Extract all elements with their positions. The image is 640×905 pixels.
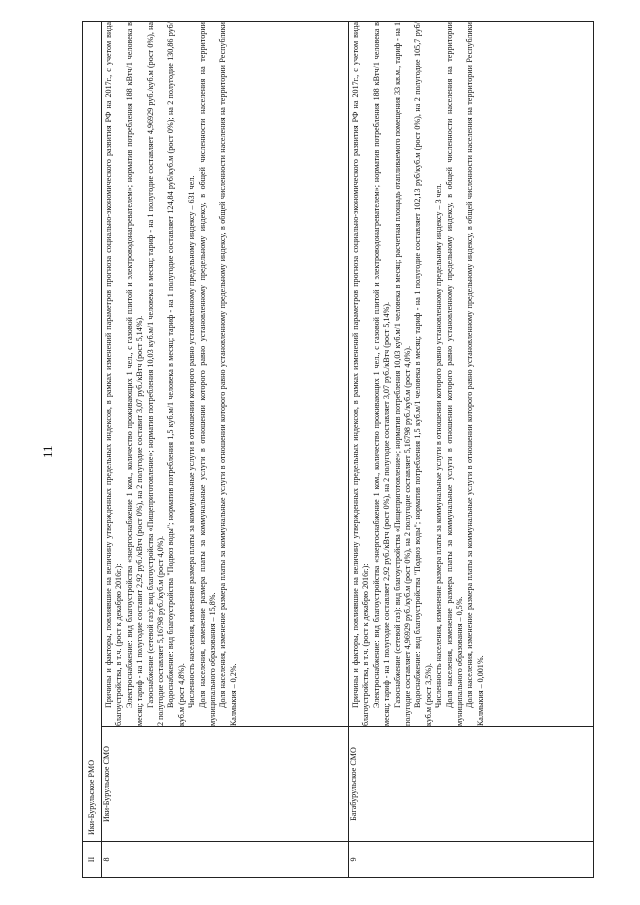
row-description xyxy=(349,21,594,726)
paragraph: Электроснабжение: вид благоустройства «энергоснабжение 1 ком., количество проживающих 1 чел., с газовой плитой и электроводонагревателем»; норматив потребления 188 кВтч/1 человека в месяц; тариф - на 1 полугодие составит 2,92 руб./кВтч (рост 0%), на 2 полугодие составит 3,07 руб./кВтч (рост 5,14%). xyxy=(124,21,145,726)
paragraph: Причины и факторы, повлиявшие на величину утвержденных предельных индексов, в рамках изменений параметров прогноза социально-экономического развития РФ на 2017г., с учетом вида благоустройства, в т.ч. (рост к декабрю 2016г.): xyxy=(104,21,124,726)
row-number: 8 xyxy=(102,842,349,878)
municipality-name: Багабурульское СМО xyxy=(349,727,594,842)
header-row xyxy=(83,21,102,877)
paragraph: Водоснабжение: вид благоустройства "Подвоз воды"; норматив потребления 1,5 куб.м/1 человека в месяц; тариф - на 1 полугодие составляет 124,84 руб/куб.м (рост 0%); на 2 полугодие 130,86 руб/куб.м (рост 4,8%). xyxy=(166,21,186,726)
paragraph: Доля населения, изменение размера платы за коммунальные услуги в отношении которого равно установленному предельному индексу, в общей численности населения на территории муниципального образования – 0,5%. xyxy=(444,21,465,726)
paragraph: Доля населения, изменение размера платы за коммунальные услуги в отношении которого равно установленному предельному индексу, в общей численности населения на территории Республики Калмыкия – 0,2%. xyxy=(218,21,238,726)
row-description xyxy=(102,21,349,726)
paragraph: Доля населения, изменение размера платы за коммунальные услуги в отношении которого равно установленному предельному индексу, в общей численности населения на территории Республики Калмыкия – 0,001%. xyxy=(465,21,485,726)
page-number: 11 xyxy=(40,445,55,458)
paragraph: Водоснабжение: вид благоустройства "Подвоз воды"; норматив потребления 1,5 куб.м/1 человека в месяц; тариф - на 1 полугодие составляет 102,13 руб/куб.м (рост 0%), на 2 полугодие 105,7 руб/куб.м (рост 3,5%). xyxy=(413,21,433,726)
district-name: Ики-Бурульское РМО xyxy=(83,21,102,841)
paragraph: Газоснабжение (сетевой газ): вид благоустройства «Пищеприготовление»; норматив потребления 10,03 куб.м/1 человека в месяц; тариф - на 1 полугодие составляет 4,96929 руб./куб.м (рост 0%), на 2 полугодие составляет 5,16798 руб./куб.м (рост 4,0%). xyxy=(145,21,166,726)
paragraph: Доля населения, изменение размера платы за коммунальные услуги в отношении которого равно установленному предельному индексу, в общей численности населения на территории муниципального образования – 15,8%. xyxy=(197,21,218,726)
paragraph: Причины и факторы, повлиявшие на величину утвержденных предельных индексов, в рамках изменений параметров прогноза социально-экономического развития РФ на 2017г., с учетом вида благоустройства, в т.ч. (рост к декабрю 2016г.): xyxy=(351,21,371,726)
table-row xyxy=(102,21,349,877)
table-row xyxy=(349,21,594,877)
paragraph: Газоснабжение (сетевой газ): вид благоустройства «Пищеприготовление»; норматив потребления 10,03 куб.м/1 человека в месяц; расчетная площадь отапливаемого помещения 33 кв.м., тариф - на 1 полугодие составляет 4,96929 руб./куб.м (рост 0%), на 2 полугодие составляет 5,16798 руб./куб.м (рост 4,0%). xyxy=(392,21,413,726)
paragraph: Численность населения, изменение размера платы за коммунальные услуги в отношении которого равно установленному предельному индексу – 3 чел. xyxy=(434,183,444,708)
section-number: II xyxy=(83,842,102,878)
tariff-index-table xyxy=(82,21,594,878)
municipality-name: Ики-Бурульское СМО xyxy=(102,727,349,842)
paragraph: Численность населения, изменение размера платы за коммунальные услуги в отношении которого равно установленному предельному индексу – 631 чел. xyxy=(187,175,197,708)
paragraph: Электроснабжение: вид благоустройства «энергоснабжение 1 ком., количество проживающих 1 чел., с газовой плитой и электроводонагревателем»; норматив потребления 188 кВтч/1 человека в месяц; тариф - на 1 полугодие составляет 2,92 руб./кВтч (рост 0%), на 2 полугодие составляет 3,07 руб./кВтч (рост 5,14%). xyxy=(371,21,392,726)
rotated-table-area xyxy=(82,22,594,878)
row-number: 9 xyxy=(349,842,594,878)
